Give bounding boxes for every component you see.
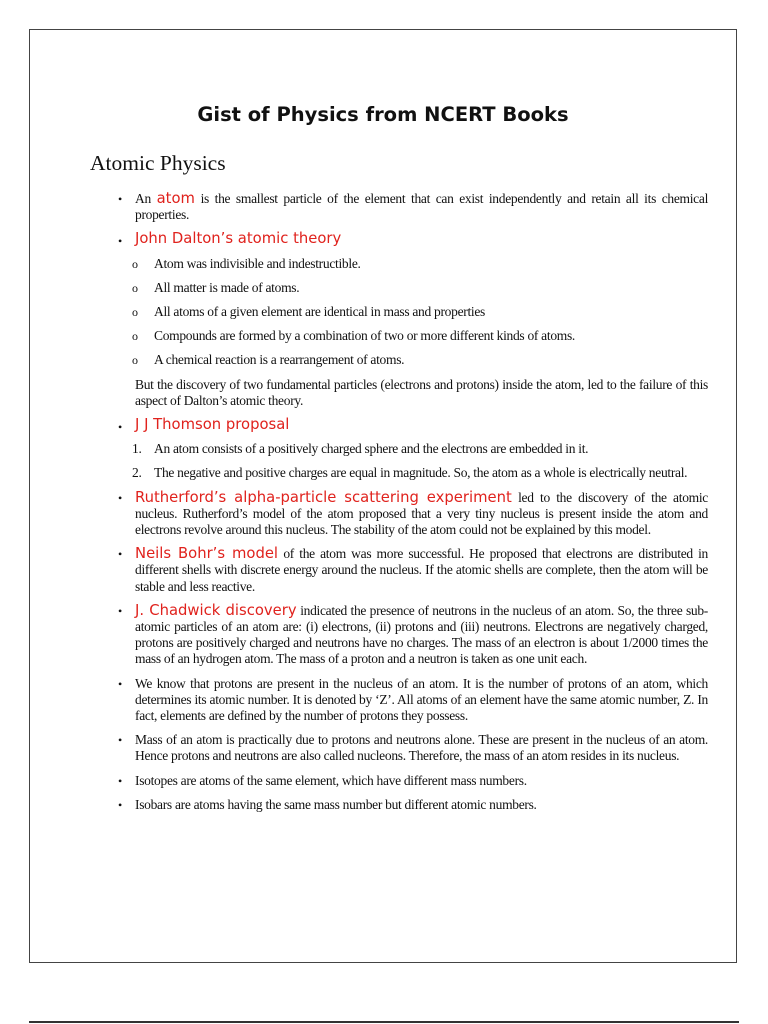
sub-bullet-icon: o: [132, 256, 138, 271]
list-item-fact: [108, 676, 708, 725]
bullet-icon: •: [118, 603, 122, 618]
bullet-icon: •: [118, 547, 122, 562]
intro-text: is the smallest particle of the element that can exist independently and retain all its chemical properties.: [135, 191, 709, 223]
rutherford-text: led to the discovery of the atomic nucleus. Rutherford’s model of the atom proposed that a very tiny nucleus is present inside the atom and electrons revolve around this nucleus. The stability of the atom could not be explained by this model.: [135, 489, 708, 538]
list-item-rutherford: [108, 490, 708, 539]
bottom-divider: [29, 1021, 739, 1023]
bohr-text: of the atom was more successful. He proposed that electrons are distributed in different shells with discrete energy around the nucleus. If the atomic shells are complete, then the atom will be stable and less reactive.: [135, 546, 709, 594]
term-atom: atom: [156, 190, 195, 207]
document-body: [108, 191, 708, 821]
dalton-point-text: All atoms of a given element are identical in mass and properties: [154, 304, 486, 320]
list-item-dalton: [108, 231, 708, 247]
sub-bullet-icon: o: [132, 305, 138, 320]
document-title: Gist of Physics from NCERT Books: [197, 103, 569, 126]
bullet-icon: •: [118, 773, 122, 788]
list-item-atom: [108, 191, 708, 223]
bullet-icon: •: [118, 234, 122, 249]
sub-bullet-icon: o: [132, 353, 138, 368]
document-page: [29, 29, 737, 963]
dalton-note: But the discovery of two fundamental particles (electrons and protons) inside the atom, led to the failure of this aspect of Dalton’s atomic theory.: [135, 376, 708, 408]
list-item-thomson: [108, 417, 708, 433]
fact-text: We know that protons are present in the nucleus of an atom. It is the number of protons of an atom, which determines its atomic number. It is denoted by ‘Z’. All atoms of an element have the same atomic number, Z. In fact, elements are defined by the number of protons they possess.: [135, 675, 708, 724]
list-item-chadwick: [108, 603, 708, 668]
term-bohr: Neils Bohr’s model: [135, 545, 279, 563]
list-item-fact: [108, 773, 708, 789]
thomson-points: [108, 441, 708, 481]
heading-dalton: John Dalton’s atomic theory: [135, 230, 342, 248]
dalton-point-text: Compounds are formed by a combination of two or more different kinds of atoms.: [154, 328, 576, 344]
fact-text: Mass of an atom is practically due to protons and neutrons alone. These are present in the nucleus of an atom. Hence protons and neutrons are also called nucleons. Therefore, the mass of an atom resides in its nucleus.: [135, 732, 708, 764]
fact-text: Isobars are atoms having the same mass number but different atomic numbers.: [135, 796, 537, 812]
term-chadwick: J. Chadwick discovery: [135, 601, 297, 619]
dalton-point: [108, 256, 708, 272]
thomson-point-text: The negative and positive charges are equal in magnitude. So, the atom as a whole is electrically neutral.: [154, 465, 688, 481]
thomson-point: [108, 441, 708, 457]
dalton-point: [108, 304, 708, 320]
number-marker: 1.: [132, 441, 142, 457]
heading-thomson: J J Thomson proposal: [135, 416, 290, 434]
thomson-point: [108, 465, 708, 481]
dalton-point: [108, 280, 708, 296]
sub-bullet-icon: o: [132, 280, 138, 295]
list-item-fact: [108, 797, 708, 813]
bullet-icon: •: [118, 676, 122, 691]
dalton-point-text: A chemical reaction is a rearrangement of atoms.: [154, 352, 405, 368]
sub-bullet-icon: o: [132, 329, 138, 344]
list-item-fact: [108, 732, 708, 764]
bullet-icon: •: [118, 490, 122, 505]
bullet-icon: •: [118, 733, 122, 748]
number-marker: 2.: [132, 465, 142, 481]
bullet-icon: •: [118, 797, 122, 812]
list-item-bohr: [108, 546, 708, 595]
chadwick-text: indicated the presence of neutrons in the nucleus of an atom. So, the three sub-atomic particles of an atom are: (i) electrons, (ii) protons and (iii) neutrons. Electrons are negatively charged, protons are positively charged and neutrons have no charges. The mass of an electron is about 1/2000 times the mass of an hydrogen atom. The mass of a proton and a neutron is taken as one unit each.: [135, 602, 708, 667]
dalton-point-text: Atom was indivisible and indestructible.: [154, 255, 361, 271]
intro-lead: An: [135, 191, 151, 206]
bullet-icon: •: [118, 420, 122, 435]
thomson-point-text: An atom consists of a positively charged sphere and the electrons are embedded in it.: [154, 441, 589, 457]
fact-text: Isotopes are atoms of the same element, which have different mass numbers.: [135, 772, 527, 788]
dalton-point-text: All matter is made of atoms.: [154, 279, 300, 295]
term-rutherford: Rutherford’s alpha-particle scattering experiment: [135, 488, 512, 506]
dalton-points: [108, 256, 708, 369]
bullet-icon: •: [118, 192, 122, 206]
dalton-point: [108, 328, 708, 344]
dalton-point: [108, 352, 708, 368]
section-heading: Atomic Physics: [90, 151, 226, 175]
